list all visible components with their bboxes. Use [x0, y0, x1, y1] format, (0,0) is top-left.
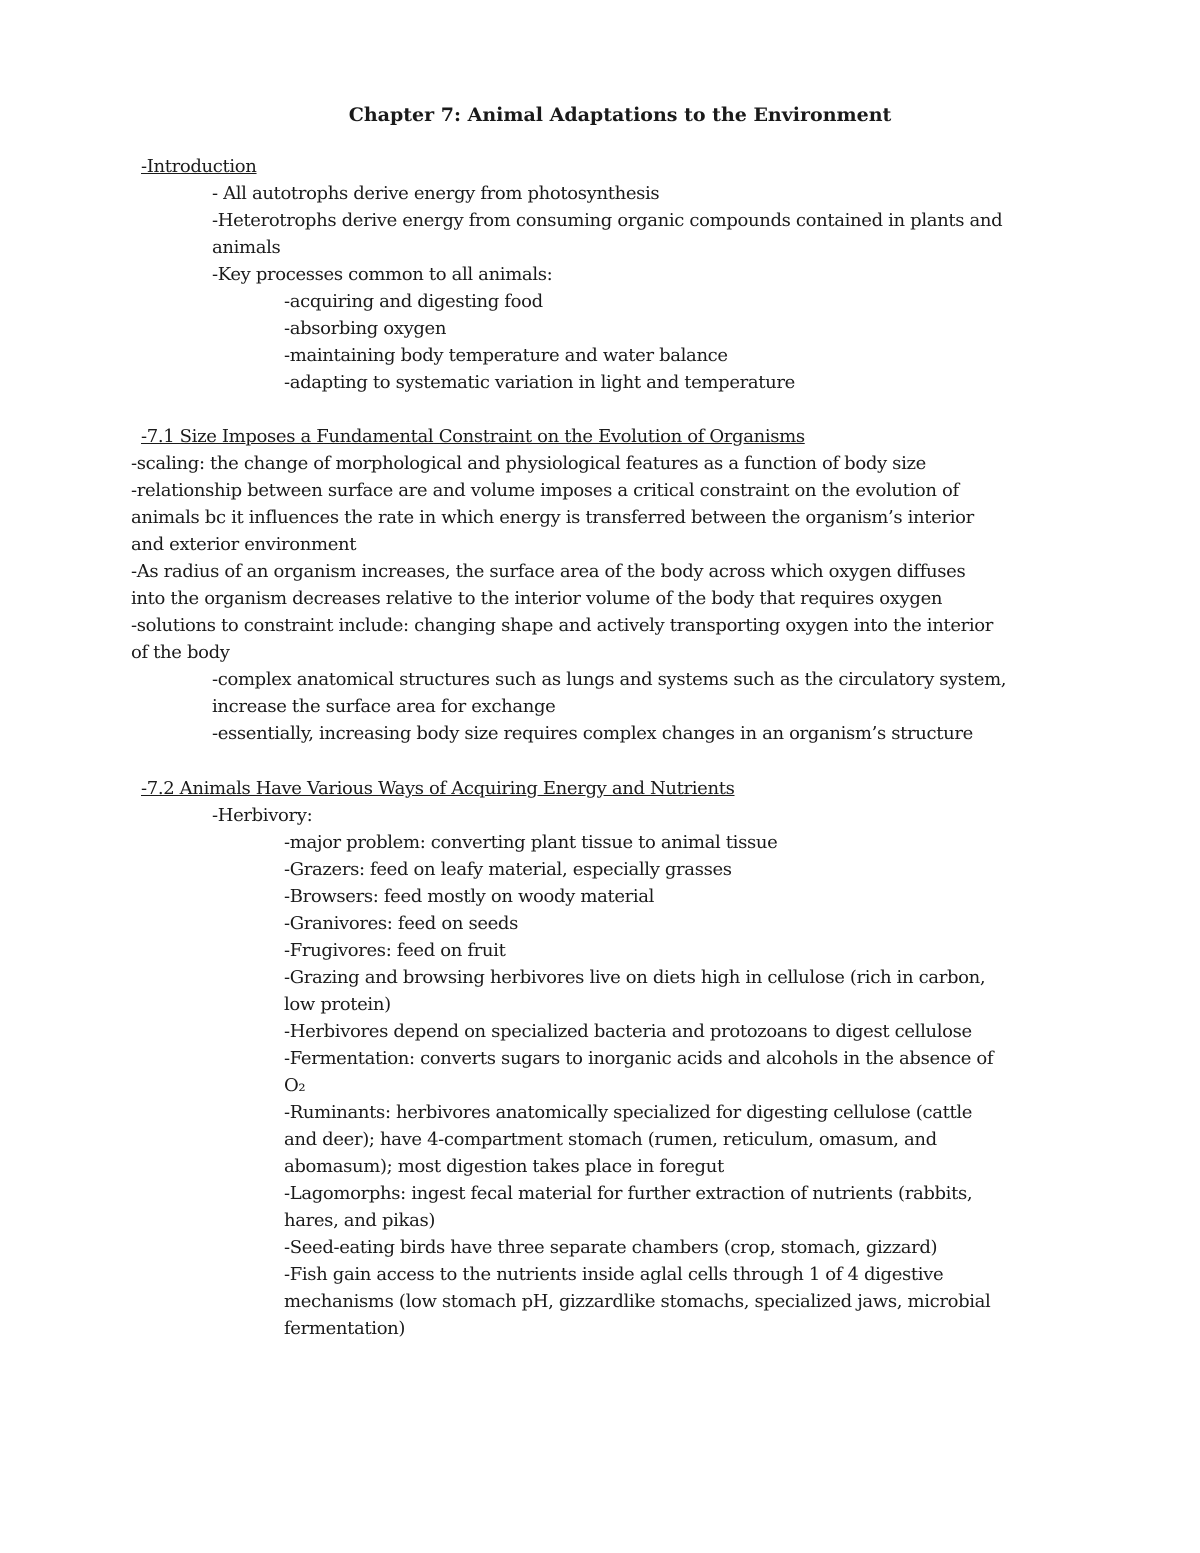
section-7-2-subitem: -Ruminants: herbivores anatomically specialized for digesting cellulose (cattle: [284, 1102, 973, 1123]
section-7-1-line: and exterior environment: [131, 534, 357, 555]
intro-line: animals: [212, 237, 281, 258]
section-7-2-subitem: and deer); have 4-compartment stomach (rumen, reticulum, omasum, and: [284, 1129, 937, 1150]
section-7-2-subitem: -Fermentation: converts sugars to inorganic acids and alcohols in the absence of: [284, 1048, 994, 1069]
intro-subitem: -adapting to systematic variation in light and temperature: [284, 372, 795, 393]
section-7-2-subitem: -major problem: converting plant tissue to animal tissue: [284, 832, 778, 853]
intro-line: -Heterotrophs derive energy from consuming organic compounds contained in plants and: [212, 210, 1003, 231]
intro-subitem: -acquiring and digesting food: [284, 291, 543, 312]
section-7-1-line: -scaling: the change of morphological and physiological features as a function of body size: [131, 453, 926, 474]
intro-heading: -Introduction: [141, 156, 257, 177]
section-7-2-subitem: -Lagomorphs: ingest fecal material for further extraction of nutrients (rabbits,: [284, 1183, 973, 1204]
section-7-1-subitem: -complex anatomical structures such as lungs and systems such as the circulatory system,: [212, 669, 1007, 690]
section-7-2-subitem: -Herbivores depend on specialized bacteria and protozoans to digest cellulose: [284, 1021, 972, 1042]
section-7-2-subitem: abomasum); most digestion takes place in foregut: [284, 1156, 724, 1177]
section-7-2-subitem: -Frugivores: feed on fruit: [284, 940, 506, 961]
section-7-2-subitem: -Grazing and browsing herbivores live on diets high in cellulose (rich in carbon,: [284, 967, 986, 988]
section-7-1-subitem: -essentially, increasing body size requires complex changes in an organism’s structure: [212, 723, 973, 744]
section-7-2-subitem: -Granivores: feed on seeds: [284, 913, 518, 934]
section-7-2-subitem: O₂: [284, 1075, 306, 1096]
section-7-1-line: of the body: [131, 642, 230, 663]
section-7-1-heading: -7.1 Size Imposes a Fundamental Constraint on the Evolution of Organisms: [141, 426, 805, 447]
section-7-2-subitem: low protein): [284, 994, 391, 1015]
section-7-2-heading: -7.2 Animals Have Various Ways of Acquiring Energy and Nutrients: [141, 778, 735, 799]
section-7-1-subitem: increase the surface area for exchange: [212, 696, 556, 717]
section-7-2-subitem: hares, and pikas): [284, 1210, 436, 1231]
intro-subitem: -maintaining body temperature and water balance: [284, 345, 728, 366]
section-7-2-subitem: -Seed-eating birds have three separate chambers (crop, stomach, gizzard): [284, 1237, 938, 1258]
page-title: Chapter 7: Animal Adaptations to the Environment: [348, 104, 892, 126]
section-7-2-subitem: fermentation): [284, 1318, 406, 1339]
section-7-2-line: -Herbivory:: [212, 805, 313, 826]
section-7-2-subitem: -Browsers: feed mostly on woody material: [284, 886, 655, 907]
intro-line: -Key processes common to all animals:: [212, 264, 553, 285]
intro-line: - All autotrophs derive energy from photosynthesis: [212, 183, 660, 204]
section-7-1-line: -As radius of an organism increases, the surface area of the body across which oxygen diffuses: [131, 561, 966, 582]
section-7-2-subitem: mechanisms (low stomach pH, gizzardlike stomachs, specialized jaws, microbial: [284, 1291, 991, 1312]
section-7-2-subitem: -Grazers: feed on leafy material, especially grasses: [284, 859, 732, 880]
section-7-2-subitem: -Fish gain access to the nutrients inside aglal cells through 1 of 4 digestive: [284, 1264, 944, 1285]
section-7-1-line: animals bc it influences the rate in which energy is transferred between the organism’s interior: [131, 507, 974, 528]
section-7-1-line: -relationship between surface are and volume imposes a critical constraint on the evolution of: [131, 480, 959, 501]
intro-subitem: -absorbing oxygen: [284, 318, 447, 339]
section-7-1-line: -solutions to constraint include: changing shape and actively transporting oxygen into the interior: [131, 615, 994, 636]
section-7-1-line: into the organism decreases relative to the interior volume of the body that requires oxygen: [131, 588, 943, 609]
